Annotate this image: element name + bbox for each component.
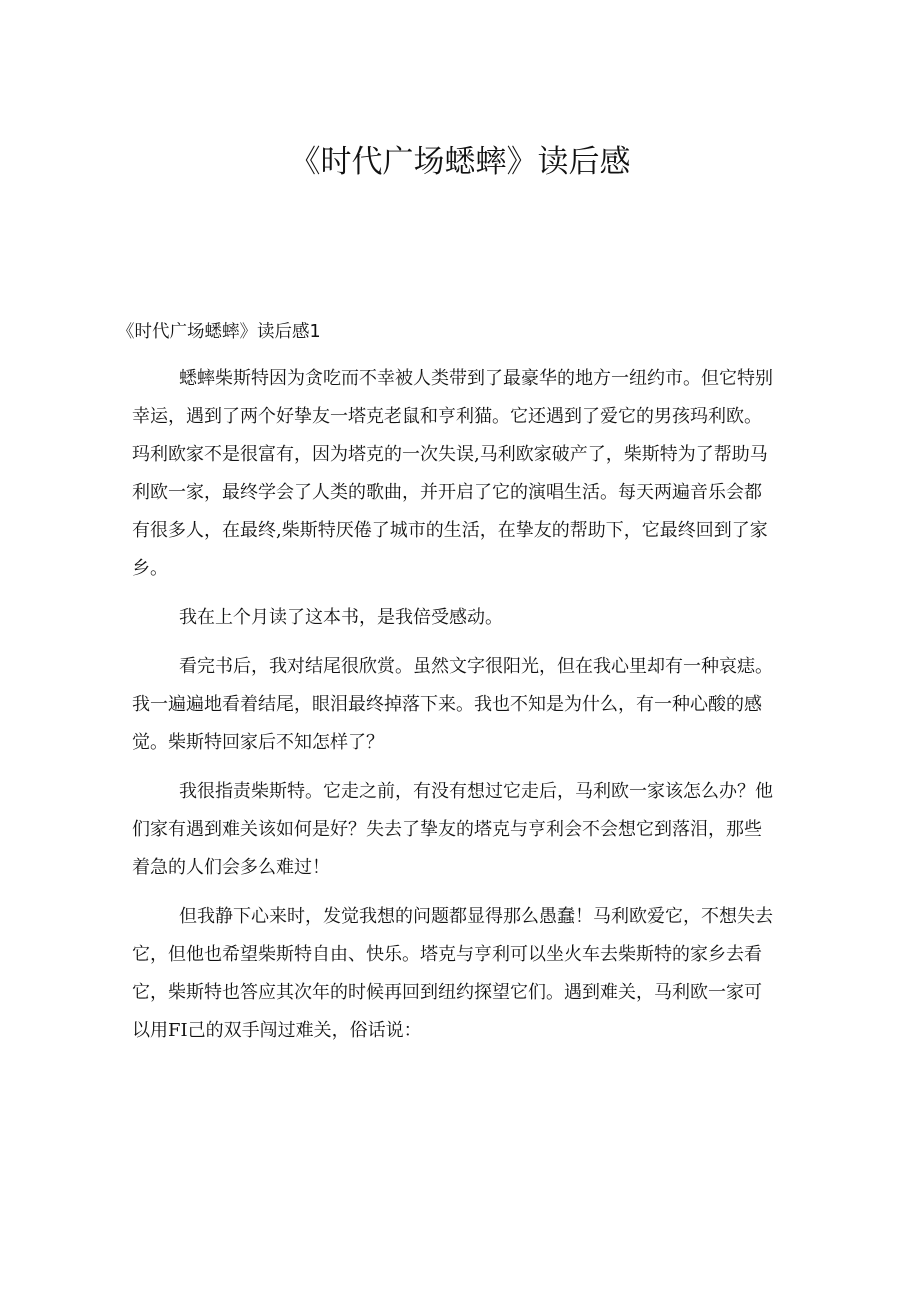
paragraph-5	[132, 898, 802, 1050]
text-line: 我在上个月读了这本书，是我倍受感动。	[179, 607, 503, 628]
paragraph-2	[132, 599, 802, 637]
text-line: 们家有遇到难关该如何是好？失去了挚友的塔克与亨利会不会想它到落泪，那些	[132, 819, 762, 840]
text-line: 乡。	[132, 558, 168, 579]
text-line: 它，柴斯特也答应其次年的时候再回到纽约探望它们。遇到难关，马利欧一家可	[132, 982, 762, 1003]
text-line: 以用FI己的双手闯过难关，俗话说：	[132, 1020, 422, 1041]
text-line: 觉。柴斯特回家后不知怎样了？	[132, 732, 384, 753]
text-line: 有很多人，在最终,柴斯特厌倦了城市的生活，在挚友的帮助下，它最终回到了家	[132, 520, 768, 541]
text-line: 利欧一家，最终学会了人类的歌曲，并开启了它的演唱生活。每天两遍音乐会都	[132, 482, 762, 503]
text-line: 幸运，遇到了两个好挚友一塔克老鼠和亨利猫。它还遇到了爱它的男孩玛利欧。	[132, 406, 762, 427]
section-heading: 《时代广场蟋蟀》读后感1	[117, 322, 321, 342]
document-title: 《时代广场蟋蟀》读后感	[289, 144, 631, 180]
text-line: 蟋蟀柴斯特因为贪吃而不幸被人类带到了最豪华的地方一纽约市。但它特别	[179, 368, 773, 389]
paragraph-4	[132, 773, 802, 887]
text-line: 看完书后，我对结尾很欣赏。虽然文字很阳光，但在我心里却有一种哀痣。	[179, 656, 773, 677]
text-line: 我一遍遍地看着结尾，眼泪最终掉落下来。我也不知是为什么，有一种心酸的感	[132, 694, 762, 715]
paragraph-3	[132, 648, 802, 762]
document-body	[132, 360, 802, 1050]
text-line: 它，但他也希望柴斯特自由、快乐。塔克与亨利可以坐火车去柴斯特的家乡去看	[132, 944, 762, 965]
text-line: 但我静下心来时，发觉我想的问题都显得那么愚蠢！马利欧爱它，不想失去	[179, 906, 773, 927]
paragraph-1	[132, 360, 802, 588]
text-line: 我很指责柴斯特。它走之前，有没有想过它走后，马利欧一家该怎么办？他	[179, 781, 773, 802]
text-line: 玛利欧家不是很富有，因为塔克的一次失误,马利欧家破产了，柴斯特为了帮助马	[132, 444, 768, 465]
text-line: 着急的人们会多么难过！	[132, 857, 330, 878]
